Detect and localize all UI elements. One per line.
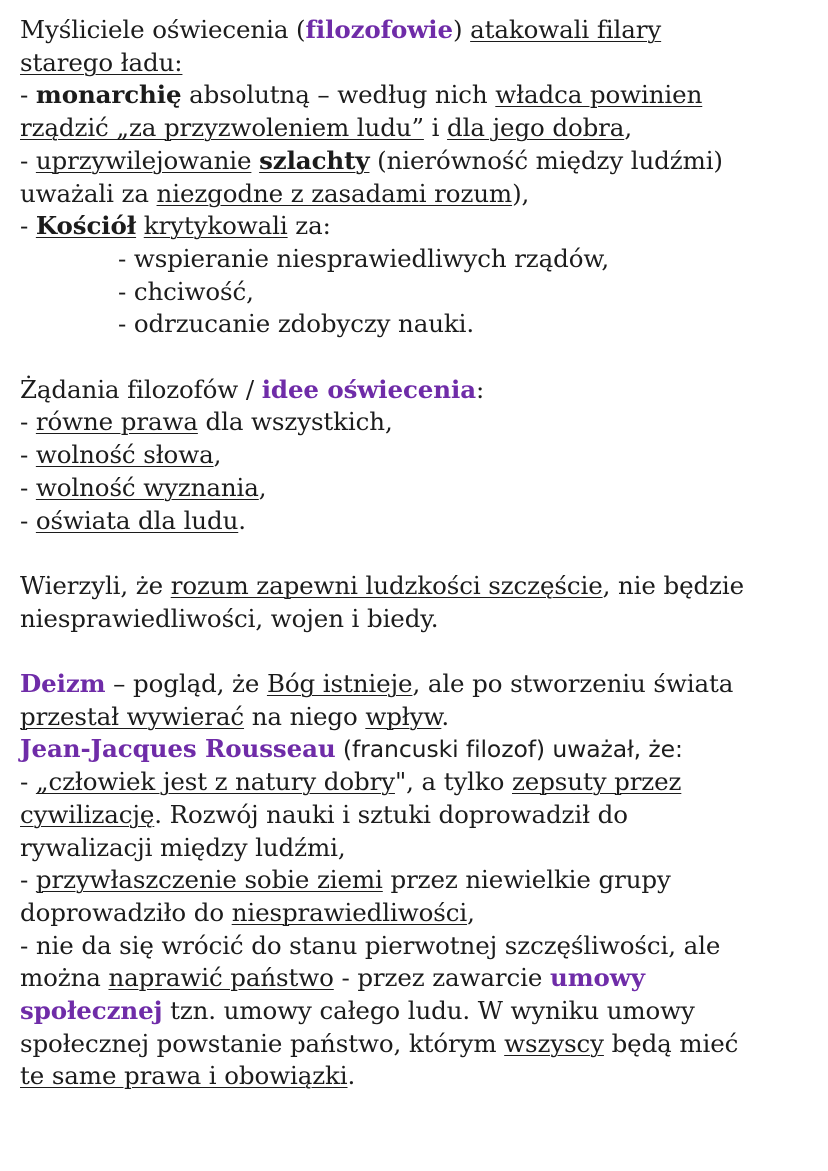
- list-item: [20, 472, 812, 505]
- text: społecznej powstanie państwo, którym: [20, 1028, 505, 1058]
- underlined-text: rządzić „za przyzwoleniem ludu”: [20, 113, 424, 143]
- list-item: - chciwość,: [118, 276, 254, 306]
- bold-term-monarchy: monarchię: [35, 80, 182, 110]
- line: [20, 14, 812, 47]
- text: na niego: [244, 701, 366, 731]
- text: . Rozwój nauki i sztuki doprowadził do: [154, 799, 628, 829]
- text: - przez zawarcie: [333, 963, 550, 993]
- underlined-text: wszyscy: [504, 1028, 604, 1058]
- text: -: [20, 440, 36, 470]
- underlined-text: uprzywilejowanie: [35, 145, 252, 175]
- underlined-text: wpływ: [365, 701, 442, 731]
- text: – pogląd, że: [105, 669, 267, 699]
- underlined-text: krytykowali: [143, 211, 288, 241]
- line: [20, 962, 812, 995]
- underlined-text: dla jego dobra: [447, 113, 625, 143]
- line: [20, 766, 812, 799]
- text: .: [441, 701, 450, 731]
- text: , ale po stworzeniu świata: [412, 669, 734, 699]
- text: będą mieć: [603, 1028, 739, 1058]
- underlined-text: „człowiek jest z natury dobry: [35, 767, 395, 797]
- text: -: [20, 145, 36, 175]
- line: niesprawiedliwości, wojen i biedy.: [20, 603, 439, 633]
- text: Wierzyli, że: [20, 570, 171, 600]
- blank-line: [20, 537, 812, 570]
- underlined-text: naprawić państwo: [108, 963, 334, 993]
- list-item: [20, 505, 812, 538]
- text: -: [20, 211, 36, 241]
- blank-line: [20, 341, 812, 374]
- paragraph-enlightenment-critique: [20, 14, 812, 341]
- term-deism: Deizm: [20, 669, 106, 699]
- text: Myśliciele oświecenia (: [20, 15, 306, 44]
- underlined-text: przestał wywierać: [20, 701, 245, 731]
- line: [20, 79, 812, 112]
- line: [20, 47, 812, 80]
- bold-term-church: Kościół: [35, 211, 137, 241]
- text: można: [20, 963, 109, 993]
- text: .: [238, 505, 246, 535]
- underlined-text: zepsuty przez: [512, 767, 682, 797]
- underlined-text: oświata dla ludu: [35, 505, 239, 535]
- underlined-text: wolność słowa: [35, 440, 214, 470]
- line: rywalizacji między ludźmi,: [20, 832, 346, 862]
- line: [20, 178, 812, 211]
- text: -: [20, 767, 36, 797]
- underlined-text: rozum zapewni ludzkości szczęście: [170, 570, 603, 600]
- paragraph-belief-in-reason: [20, 570, 812, 635]
- text: [251, 146, 259, 175]
- text: dla wszystkich,: [197, 407, 393, 437]
- text: absolutną – według nich: [181, 80, 496, 110]
- text: i: [423, 113, 448, 143]
- underlined-text: wolność wyznania: [35, 472, 259, 502]
- text: tzn. umowy całego ludu. W wyniku umowy: [162, 996, 695, 1026]
- line: [20, 210, 812, 243]
- text: Żądania filozofów /: [20, 374, 262, 404]
- line: [20, 1028, 812, 1061]
- underlined-text: atakowali filary: [470, 15, 662, 44]
- text: -: [20, 80, 36, 110]
- underlined-text: równe prawa: [35, 407, 198, 437]
- text: -: [20, 472, 36, 502]
- blank-line: [20, 635, 812, 668]
- text: ,: [467, 897, 475, 927]
- underlined-text: niezgodne z zasadami rozum: [156, 178, 513, 208]
- text: doprowadziło do: [20, 897, 232, 927]
- text: za:: [287, 211, 331, 241]
- notes-document: [20, 14, 812, 1093]
- text: ,: [624, 113, 633, 143]
- text: ,: [258, 472, 267, 502]
- text: ", a tylko: [394, 767, 512, 797]
- underlined-text: władca powinien: [495, 80, 703, 110]
- text: -: [20, 865, 36, 895]
- text: ),: [512, 178, 530, 208]
- text: [136, 211, 144, 240]
- line: [20, 145, 812, 178]
- line: [20, 112, 812, 145]
- text: przez niewielkie grupy: [382, 865, 671, 895]
- line: [20, 701, 812, 734]
- underlined-text: te same prawa i obowiązki: [20, 1061, 348, 1091]
- text: (nierówność między ludźmi): [369, 145, 723, 175]
- text: , nie będzie: [602, 570, 744, 600]
- underlined-text: Bóg istnieje: [266, 669, 413, 699]
- line: [20, 799, 812, 832]
- line: [20, 897, 812, 930]
- list-item: [20, 439, 812, 472]
- underlined-text: przywłaszczenie sobie ziemi: [35, 865, 383, 895]
- underlined-text: cywilizację: [20, 799, 155, 829]
- text: ): [452, 15, 471, 44]
- line: [20, 864, 812, 897]
- text: ,: [213, 440, 222, 470]
- term-enlightenment-ideas: idee oświecenia: [261, 374, 476, 404]
- text: uważali za: [20, 178, 157, 208]
- line: [20, 374, 812, 407]
- line: [20, 733, 812, 766]
- list-item: [20, 406, 812, 439]
- underlined-text: starego ładu:: [20, 47, 183, 77]
- list-item: - wspieranie niesprawiedliwych rządów,: [118, 243, 610, 273]
- line: [20, 995, 812, 1028]
- bold-term-nobility: szlachty: [259, 145, 370, 175]
- text: .: [347, 1061, 356, 1091]
- term-philosophers: filozofowie: [305, 15, 453, 44]
- paragraph-enlightenment-ideas: [20, 374, 812, 538]
- text: :: [475, 374, 485, 404]
- line: - nie da się wrócić do stanu pierwotnej szczęśliwości, ale: [20, 930, 721, 960]
- text: (francuski filozof) uważał, że:: [335, 735, 683, 764]
- line: [20, 1060, 812, 1093]
- list-item: - odrzucanie zdobyczy nauki.: [118, 309, 475, 339]
- term-social-contract: społecznej: [20, 996, 163, 1026]
- term-social-contract: umowy: [549, 963, 645, 993]
- line: [20, 668, 812, 701]
- line: [20, 570, 812, 603]
- text: -: [20, 505, 36, 535]
- paragraph-deism-rousseau: [20, 668, 812, 1093]
- underlined-text: niesprawiedliwości: [231, 897, 468, 927]
- text: -: [20, 407, 36, 437]
- term-rousseau: Jean-Jacques Rousseau: [20, 734, 336, 764]
